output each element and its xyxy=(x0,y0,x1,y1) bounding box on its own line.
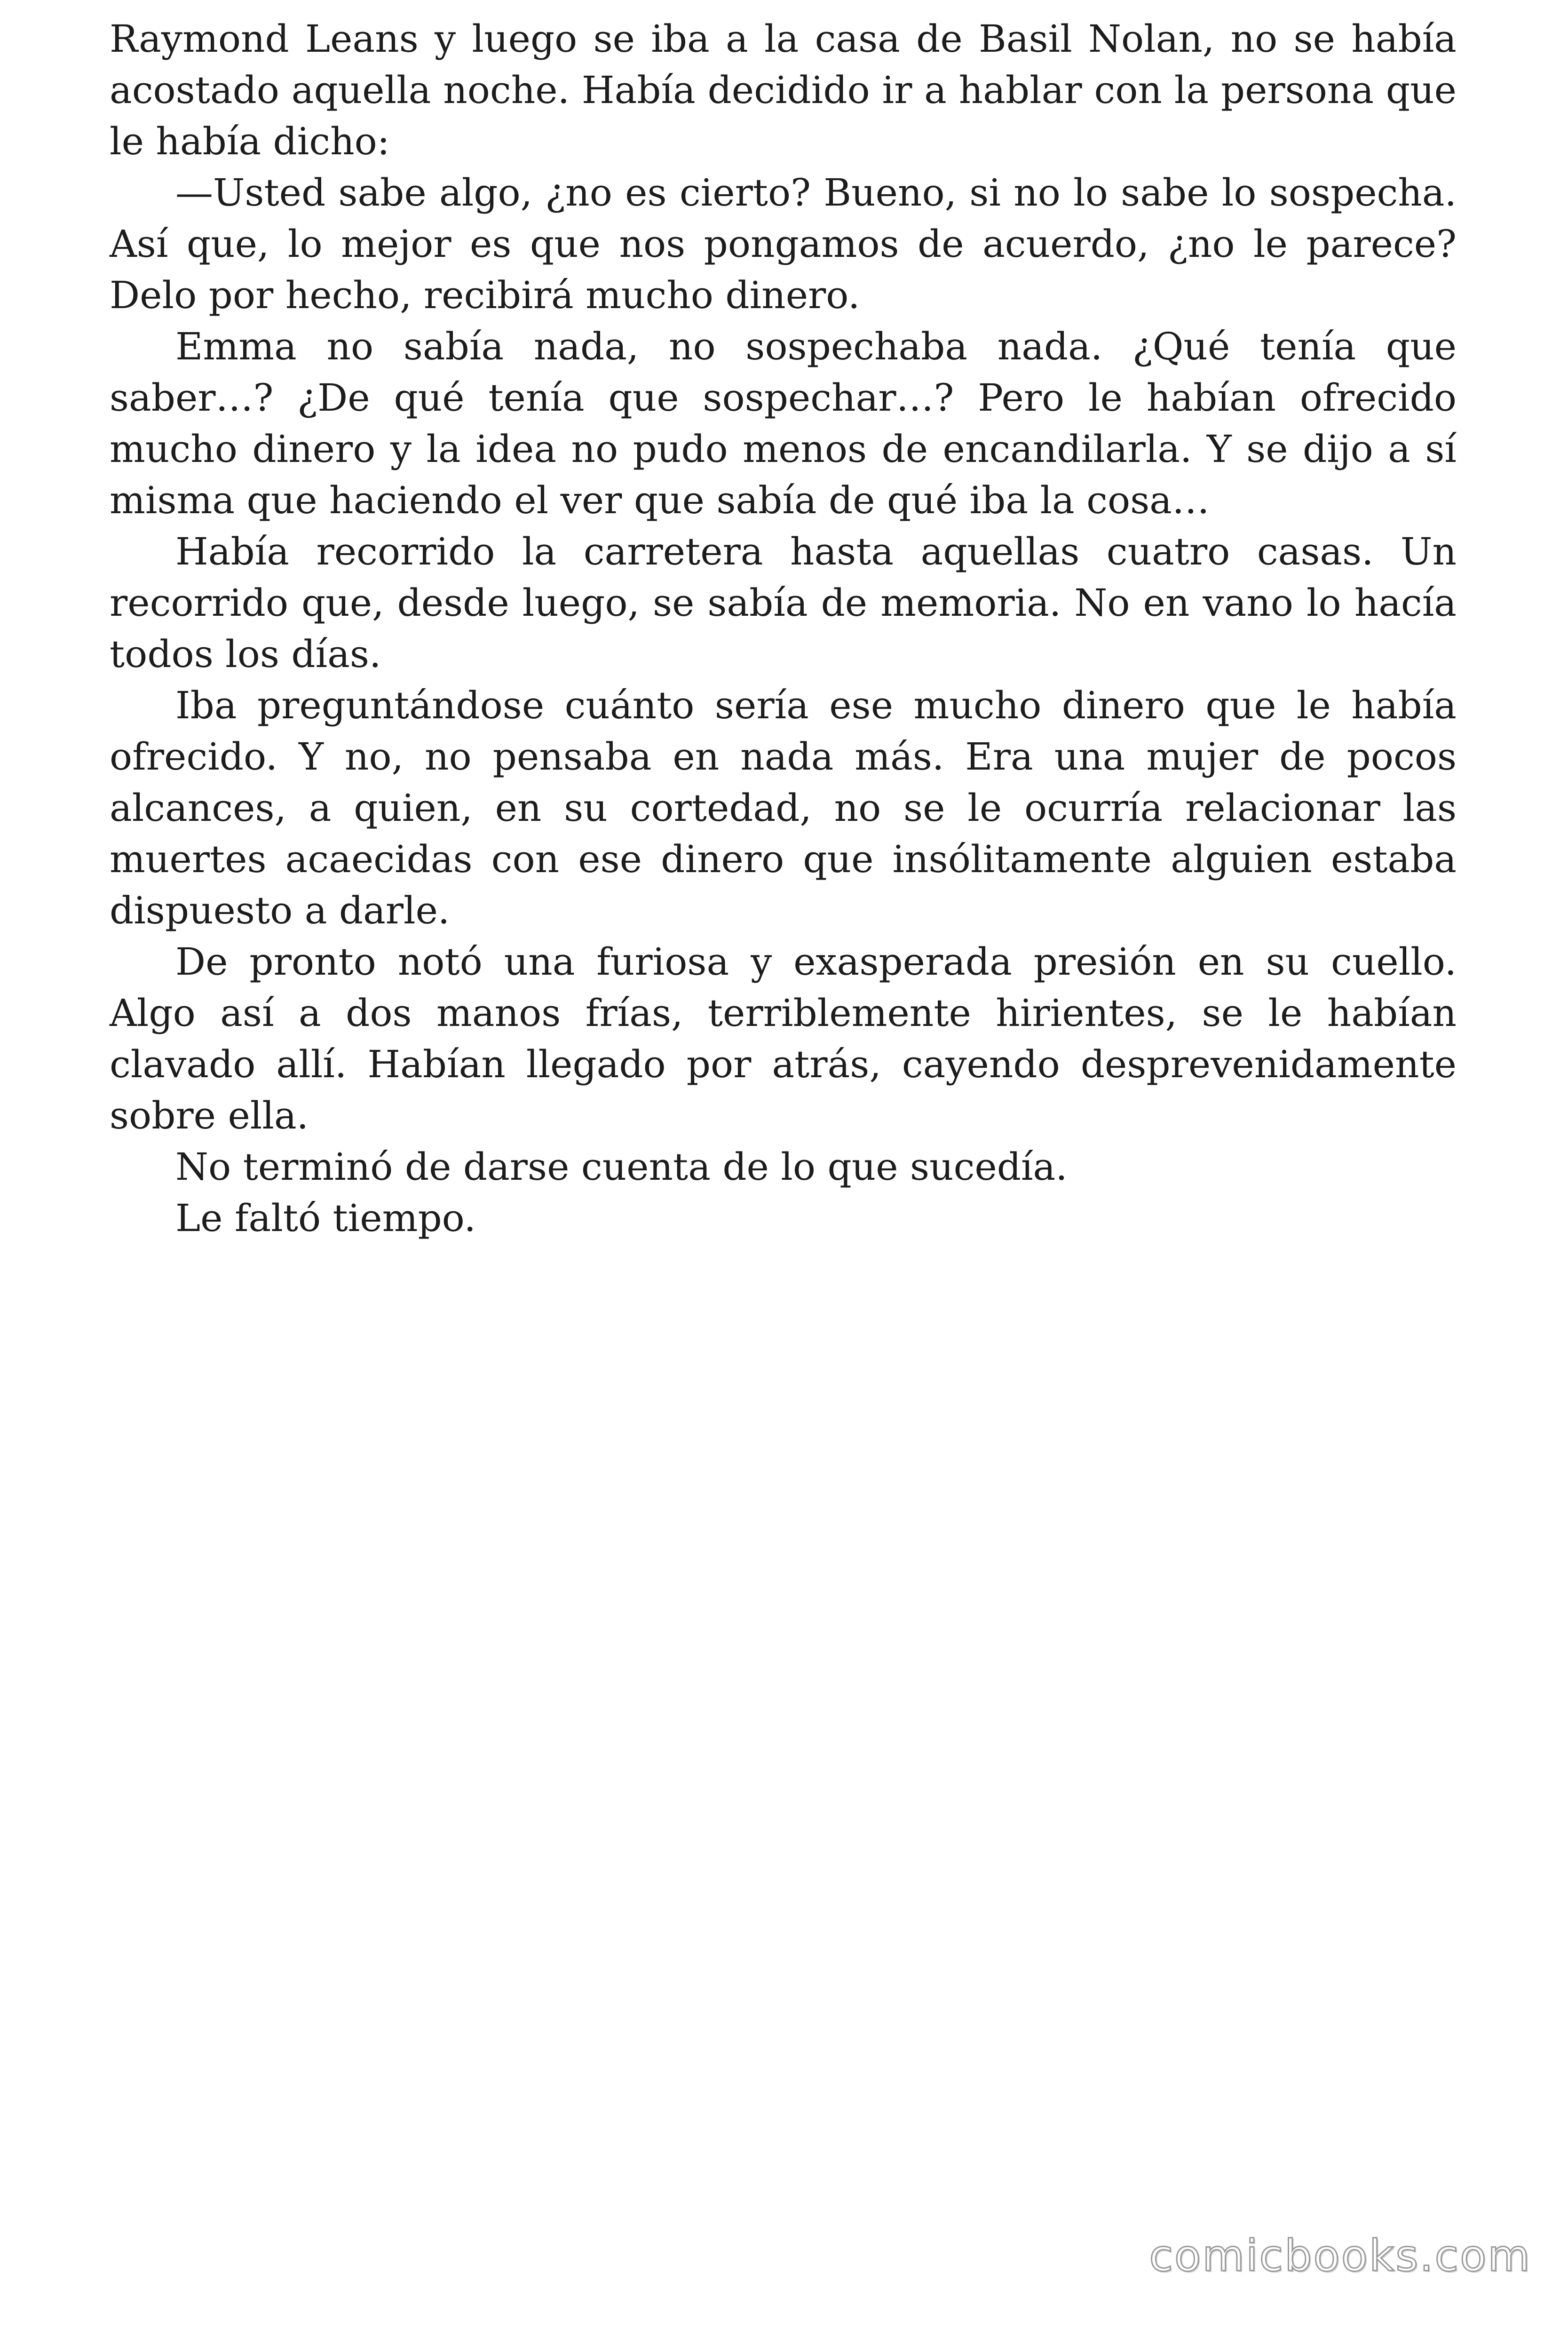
watermark-logo: comicbooks.com xyxy=(1149,2231,1531,2281)
paragraph: No terminó de darse cuenta de lo que sucedía. xyxy=(175,1145,1068,1189)
paragraph: Raymond Leans y luego se iba a la casa de Basil Nolan, no se había acostado aquella noche. Había decidido ir a hablar con la persona que le había dicho: xyxy=(110,17,1457,163)
paragraph: Iba preguntándose cuánto sería ese mucho dinero que le había ofrecido. Y no, no pensaba en nada más. Era una mujer de pocos alcances, a quien, en su cortedad, no se le ocurría relacionar las muertes acaecidas con ese dinero que insólitamente alguien estaba dispuesto a darle. xyxy=(110,683,1457,932)
paragraph: Había recorrido la carretera hasta aquellas cuatro casas. Un recorrido que, desde luego, se sabía de memoria. No en vano lo hacía todos los días. xyxy=(110,530,1457,676)
paragraph: Le faltó tiempo. xyxy=(175,1196,476,1240)
paragraph: Emma no sabía nada, no sospechaba nada. ¿Qué tenía que saber…? ¿De qué tenía que sospechar…? Pero le habían ofrecido mucho dinero y la idea no pudo menos de encandilarla. Y se dijo a sí misma que haciendo el ver que sabía de qué iba la cosa… xyxy=(110,325,1457,522)
paragraph: —Usted sabe algo, ¿no es cierto? Bueno, si no lo sabe lo sospecha. Así que, lo mejor es que nos pongamos de acuerdo, ¿no le parece? Delo por hecho, recibirá mucho dinero. xyxy=(110,171,1457,317)
paragraph: De pronto notó una furiosa y exasperada presión en su cuello. Algo así a dos manos frías, terriblemente hirientes, se le habían clavado allí. Habían llegado por atrás, cayendo desprevenidamente sobre ella. xyxy=(110,940,1457,1137)
page-body-text xyxy=(110,13,1457,1244)
